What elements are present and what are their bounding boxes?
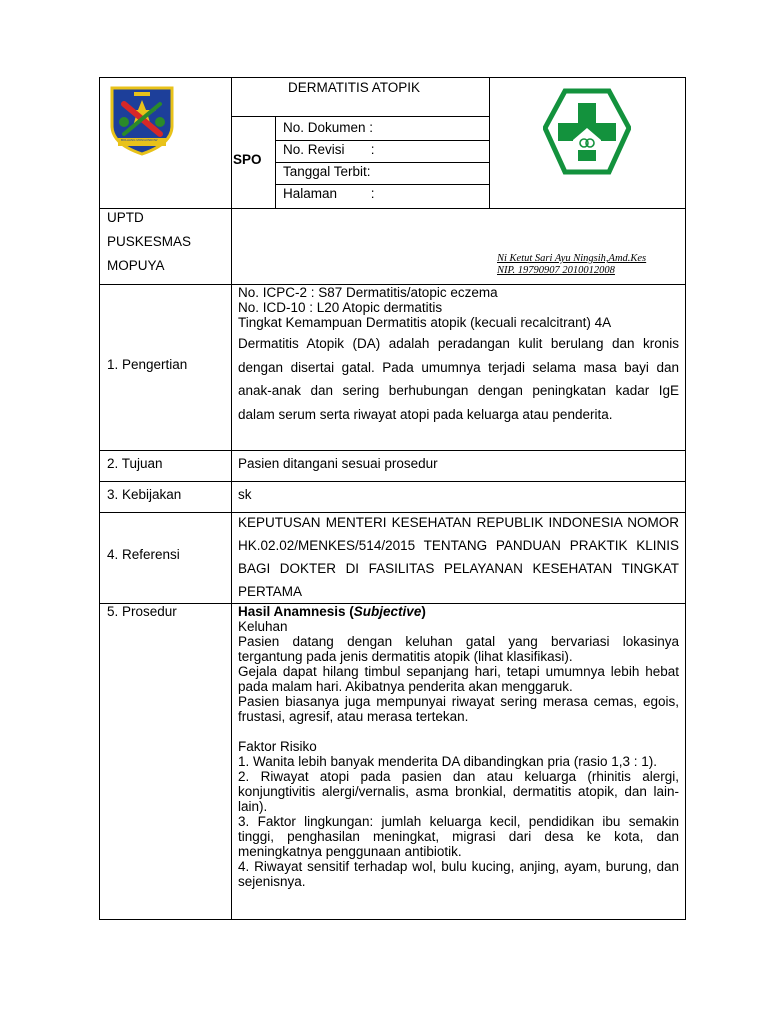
tujuan-value: Pasien ditangani sesuai prosedur bbox=[238, 456, 438, 471]
signer-name: Ni Ketut Sari Ayu Ningsih,Amd.Kes bbox=[497, 253, 647, 264]
org-unit: UPTD bbox=[107, 210, 144, 225]
doc-field-page: Halaman : bbox=[283, 186, 375, 201]
signer-nip: NIP. 19790907 2010012008 bbox=[497, 265, 615, 276]
anamnesis-heading-em: Subjective bbox=[353, 604, 422, 619]
org-type: PUSKESMAS bbox=[107, 234, 192, 249]
referensi-value: KEPUTUSAN MENTERI KESEHATAN REPUBLIK INDONESIA NOMOR HK.02.02/MENKES/514/2015 TENTANG PANDUAN PRAKTIK KLINIS BAGI DOKTER DI FASILITAS PELAYANAN KESEHATAN TINGKAT PERTAMA bbox=[238, 515, 679, 599]
section-label-prosedur: 5. Prosedur bbox=[107, 604, 177, 619]
icpc-code: No. ICPC-2 : S87 Dermatitis/atopic eczema bbox=[238, 285, 498, 300]
puskesmas-logo bbox=[543, 88, 631, 176]
section-label-pengertian: 1. Pengertian bbox=[107, 357, 188, 372]
keluhan-title: Keluhan bbox=[238, 619, 288, 634]
spacer bbox=[238, 724, 679, 739]
prosedur-content bbox=[238, 604, 679, 889]
anamnesis-heading: Hasil Anamnesis (Subjective) bbox=[238, 604, 426, 619]
org-name: MOPUYA bbox=[107, 258, 165, 273]
faktor-item: 4. Riwayat sensitif terhadap wol, bulu kucing, anjing, ayam, burung, dan sejenisnya. bbox=[238, 859, 679, 889]
faktor-item: 2. Riwayat atopi pada pasien dan atau keluarga (rhinitis alergi, konjungtivitis alergi/vernalis, asma bronkial, dermatitis atopik, dan lain-lain). bbox=[238, 769, 679, 814]
kebijakan-value: sk bbox=[238, 487, 252, 502]
regency-emblem-icon bbox=[104, 82, 180, 158]
section-label-referensi: 4. Referensi bbox=[107, 547, 180, 562]
faktor-item: 3. Faktor lingkungan: jumlah keluarga kecil, pendidikan ibu semakin tinggi, penghasilan meningkat, migrasi dari desa ke kota, dan meningkatnya penggunaan antibiotik. bbox=[238, 814, 679, 859]
faktor-item: 1. Wanita lebih banyak menderita DA dibandingkan pria (rasio 1,3 : 1). bbox=[238, 754, 657, 769]
doc-field-revision: No. Revisi : bbox=[283, 142, 375, 157]
document-title: DERMATITIS ATOPIK bbox=[288, 80, 421, 95]
section-label-kebijakan: 3. Kebijakan bbox=[107, 487, 182, 502]
keluhan-paragraph: Pasien datang dengan keluhan gatal yang bervariasi lokasinya tergantung pada jenis dermatitis atopik (lihat klasifikasi). bbox=[238, 634, 679, 664]
keluhan-paragraph: Pasien biasanya juga mempunyai riwayat sering merasa cemas, egois, frustasi, agresif, atau merasa tertekan. bbox=[238, 694, 679, 724]
health-cross-icon bbox=[543, 88, 631, 176]
regency-logo-ribbon: BOLAANG MONGONDOW bbox=[121, 138, 158, 142]
doc-field-date: Tanggal Terbit: bbox=[283, 164, 371, 179]
spo-label: SPO bbox=[233, 152, 262, 167]
regency-logo bbox=[104, 82, 180, 158]
competence-level: Tingkat Kemampuan Dermatitis atopik (kecuali recalcitrant) 4A bbox=[238, 315, 612, 330]
faktor-title: Faktor Risiko bbox=[238, 739, 317, 754]
definition-text: Dermatitis Atopik (DA) adalah peradangan kulit berulang dan kronis dengan disertai gatal. Pada umumnya terjadi selama masa bayi dan anak-anak dan sering berhubungan dengan peningkatan kadar IgE dalam serum serta riwayat atopi pada keluarga atau penderita. bbox=[238, 336, 679, 422]
keluhan-paragraph: Gejala dapat hilang timbul sepanjang hari, tetapi umumnya lebih hebat pada malam hari. Akibatnya penderita akan menggaruk. bbox=[238, 664, 679, 694]
doc-field-number: No. Dokumen : bbox=[283, 120, 374, 135]
icd-code: No. ICD-10 : L20 Atopic dermatitis bbox=[238, 300, 443, 315]
section-label-tujuan: 2. Tujuan bbox=[107, 456, 163, 471]
